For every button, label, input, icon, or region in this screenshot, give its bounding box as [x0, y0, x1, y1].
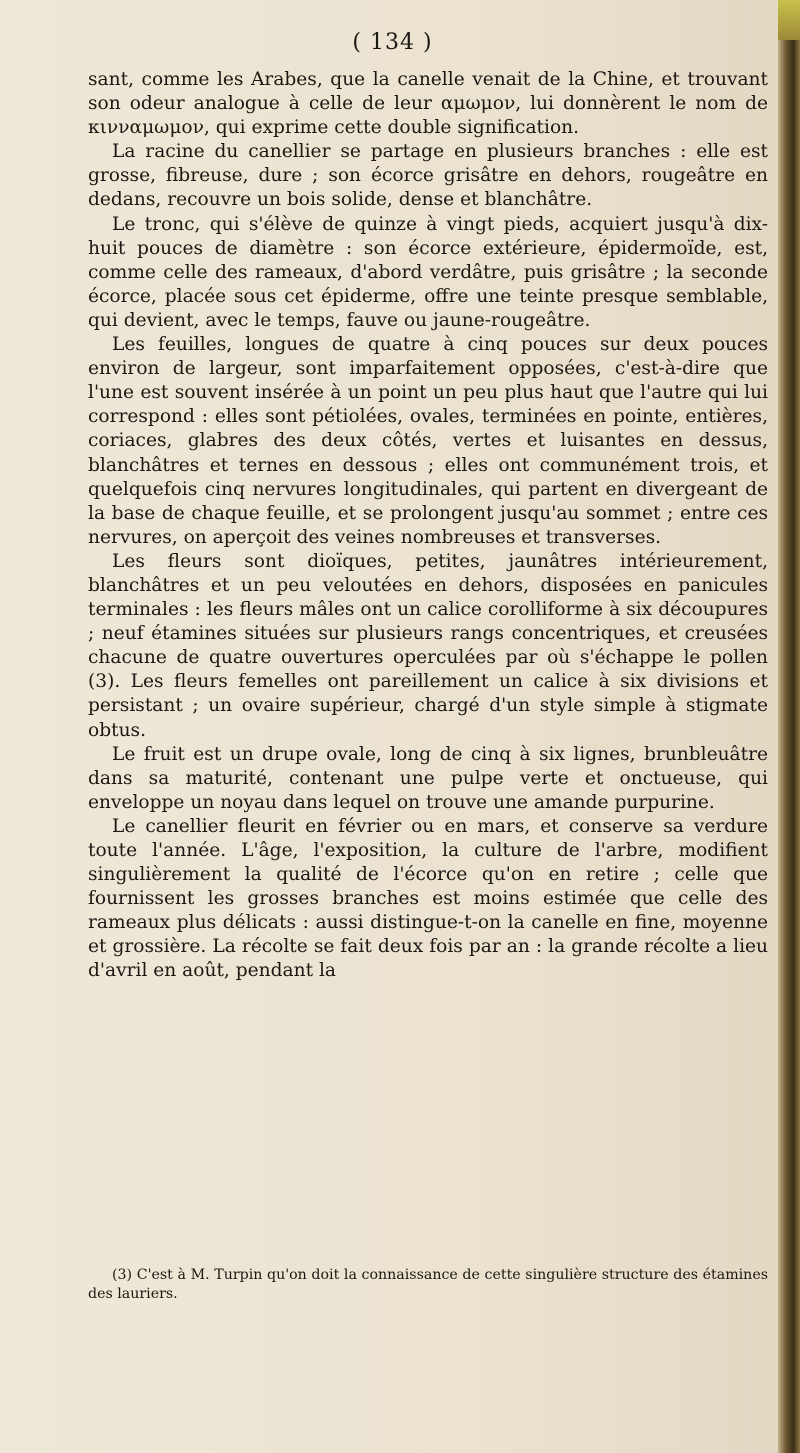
paragraph-fruit: Le fruit est un drupe ovale, long de cinq à six lignes, brunbleuâtre dans sa maturité, contenant une pulpe verte et onctueuse, qui enveloppe un noyau dans lequel on trouve une amande purpurine. — [88, 743, 768, 813]
paragraph-feuilles: Les feuilles, longues de quatre à cinq pouces sur deux pouces environ de largeur, sont imparfaitement opposées, c'est-à-dire que l'une est souvent insérée à un point un peu plus haut que l'autre qui lui correspond : elles sont pétiolées, ovales, terminées en pointe, entières, coriaces, glabres des deux côtés, vertes et luisantes en dessus, blanchâtres et ternes en dessous ; elles ont communément trois, et quelquefois cinq nervures longitudinales, qui partent en divergeant de la base de chaque feuille, et se prolongent jusqu'au sommet ; entre ces nervures, on aperçoit des veines nombreuses et transverses. — [88, 334, 768, 548]
footnote — [88, 1266, 768, 1304]
paragraph-floraison: Le canellier fleurit en février ou en mars, et conserve sa verdure toute l'année. L'âge, l'exposition, la culture de l'arbre, modifient singulièrement la qualité de l'écorce qu'on en retire ; celle que fournissent les grosses branches est moins estimée que celle des rameaux plus délicats : aussi distingue-t-on la canelle en fine, moyenne et grossière. La récolte se fait deux fois par an : la grande récolte a lieu d'avril en août, pendant la — [88, 815, 768, 982]
paragraph-tronc: Le tronc, qui s'élève de quinze à vingt pieds, acquiert jusqu'à dix-huit pouces de diamètre : son écorce extérieure, épidermoïde, est, comme celle des rameaux, d'abord verdâtre, puis grisâtre ; la seconde écorce, placée sous cet épiderme, offre une teinte presque semblable, qui devient, avec le temps, fauve ou jaune-rougeâtre. — [88, 213, 768, 331]
footnote-text: (3) C'est à M. Turpin qu'on doit la connaissance de cette singulière structure des étamines des lauriers. — [88, 1267, 768, 1302]
paragraph-racine: La racine du canellier se partage en plusieurs branches : elle est grosse, fibreuse, dure ; son écorce grisâtre en dehors, rougeâtre en dedans, recouvre un bois solide, dense et blanchâtre. — [88, 141, 768, 211]
paragraph-fleurs: Les fleurs sont dioïques, petites, jaunâtres intérieurement, blanchâtres et un peu veloutées en dehors, disposées en panicules terminales : les fleurs mâles ont un calice corolliforme à six découpures ; neuf étamines situées sur plusieurs rangs concentriques, et creusées chacune de quatre ouvertures operculées par où s'échappe le pollen (3). Les fleurs femelles ont pareillement un calice à six divisions et persistant ; un ovaire supérieur, chargé d'un style simple à stigmate obtus. — [88, 550, 768, 741]
body-text — [88, 68, 768, 984]
book-edge-top — [778, 0, 800, 40]
page-number: ( 134 ) — [352, 30, 433, 55]
book-edge — [778, 0, 800, 1453]
paragraph-continuation: sant, comme les Arabes, que la canelle venait de la Chine, et trouvant son odeur analogue à celle de leur αμωμον, lui donnèrent le nom de κινναμωμον, qui exprime cette double signification. — [88, 69, 768, 139]
